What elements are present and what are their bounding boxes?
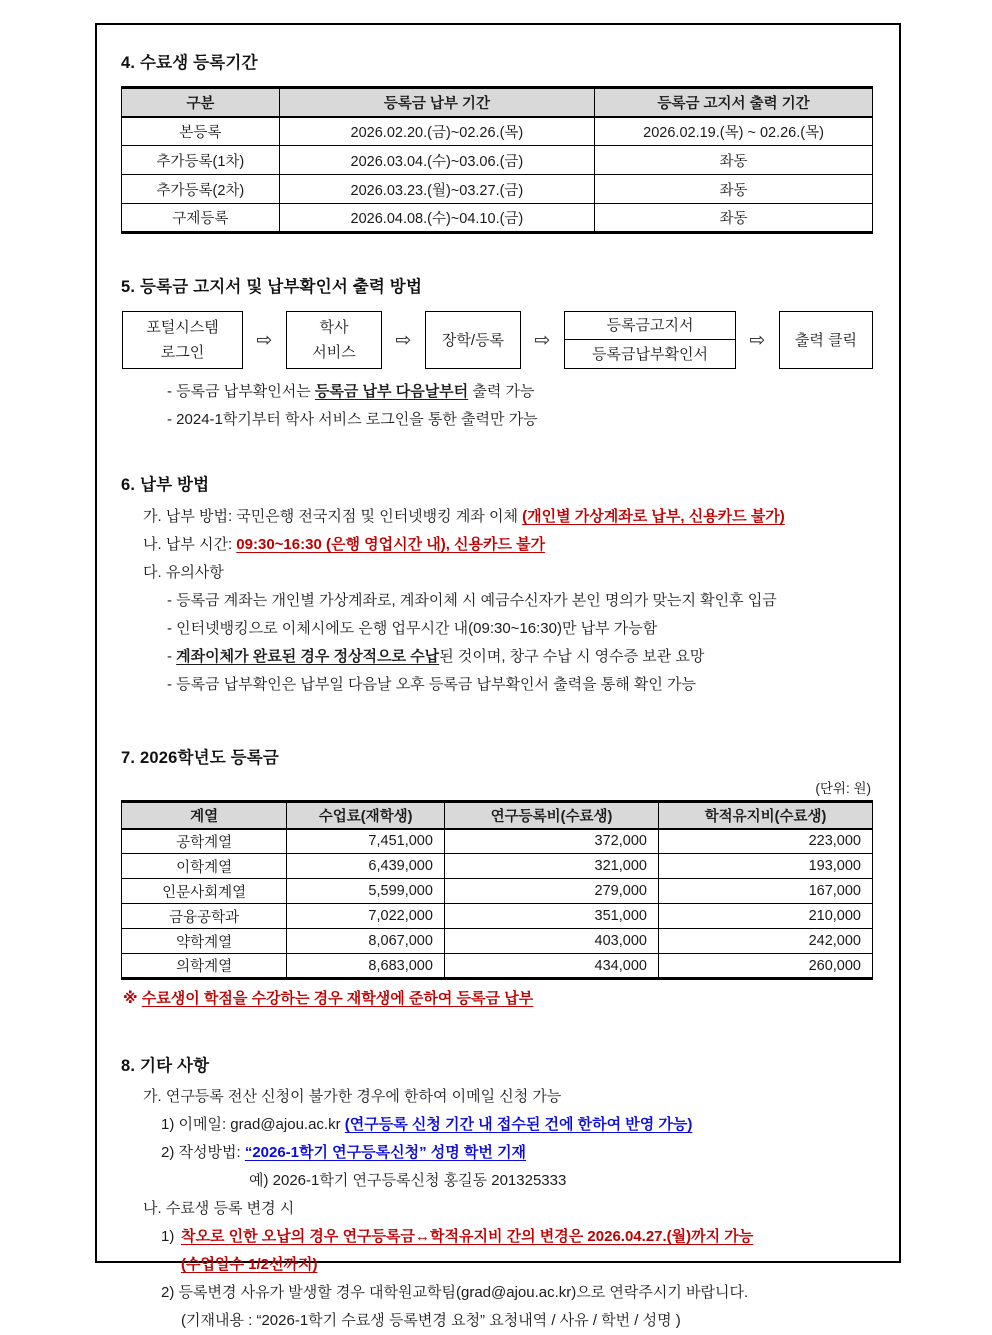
item-text: 가. 납부 방법: 국민은행 전국지점 및 인터넷뱅킹 계좌 이체 [143, 508, 523, 525]
flow-step-label: 등록금납부확인서 [592, 345, 708, 363]
flow-step-label: 포털시스템 [146, 319, 219, 336]
item-warning-red: (개인별 가상계좌로 납부, 신용카드 불가) [522, 508, 785, 525]
sub-item-text: 1) 이메일: grad@ajou.ac.kr [161, 1116, 345, 1133]
flow-step-label: 서비스 [312, 344, 356, 361]
caution-item: - 등록금 납부확인은 납부일 다음날 오후 등록금 납부확인서 출력을 통해 확인 가능 [167, 676, 697, 693]
right-arrow-icon: ⇨ [534, 329, 551, 351]
table-header-row [122, 88, 873, 117]
warning-red-line: (수업일수 1/2선까지) [181, 1256, 318, 1273]
item-warning-red: 09:30~16:30 (은행 영업시간 내), 신용카드 불가 [236, 536, 546, 553]
section-invoice-print-method [121, 273, 873, 434]
registration-period-table [121, 86, 873, 234]
caution-item [121, 643, 873, 671]
item-registration-change: 나. 수료생 등록 변경 시 [143, 1200, 295, 1217]
right-arrow-icon: ⇨ [749, 329, 766, 351]
cell-division: 금융공학과 [122, 904, 287, 929]
note-text: 출력 가능 [468, 383, 535, 400]
section-other-matters [121, 1052, 873, 1335]
table-row [122, 854, 873, 879]
cell-division: 이학계열 [122, 854, 287, 879]
cell-amount: 7,451,000 [287, 829, 445, 854]
item-payment-time [121, 531, 873, 559]
cell-amount: 8,683,000 [287, 954, 445, 979]
tuition-table-note [121, 986, 873, 1012]
flow-step-print-click [779, 311, 873, 369]
item-text: 나. 납부 시간: [143, 536, 237, 553]
document-page [95, 23, 901, 1329]
cell: 구제등록 [122, 204, 280, 233]
cell: 좌동 [595, 204, 873, 233]
tuition-fee-table [121, 800, 873, 980]
list-number: 1) [161, 1228, 175, 1245]
sub-item-contact-detail: (기재내용 : “2026-1학기 수료생 등록변경 요청” 요청내역 / 사유 / 학번 / 성명 ) [181, 1312, 681, 1329]
section-completion-registration-period [121, 49, 873, 234]
sub-item-email [121, 1111, 873, 1139]
payment-method-body [121, 503, 873, 699]
sub-item-emphasis-blue: (연구등록 신청 기간 내 접수된 건에 한하여 반영 가능) [344, 1116, 693, 1133]
cell: 본등록 [122, 117, 280, 146]
cell-amount: 279,000 [444, 879, 658, 904]
cell-division: 공학계열 [122, 829, 287, 854]
caution-emphasis: 계좌이체가 완료된 경우 정상적으로 수납 [176, 648, 440, 665]
cell: 좌동 [595, 146, 873, 175]
flow-step-invoice-or-confirmation [564, 311, 736, 369]
note-text: - 등록금 납부확인서는 [167, 383, 315, 400]
caution-text: - [167, 648, 177, 665]
sub-item-text: 2) 작성방법: [161, 1144, 245, 1161]
cell-amount: 5,599,000 [287, 879, 445, 904]
col-header-research-fee: 연구등록비(수료생) [444, 802, 658, 829]
col-header-category: 구분 [122, 88, 280, 117]
col-header-status-fee: 학적유지비(수료생) [658, 802, 872, 829]
cell-amount: 8,067,000 [287, 929, 445, 954]
section-payment-method [121, 471, 873, 699]
table-row [122, 829, 873, 854]
item-email-application: 가. 연구등록 전산 신청이 불가한 경우에 한하여 이메일 신청 가능 [143, 1088, 562, 1105]
flow-step-label: 출력 클릭 [794, 331, 858, 349]
cell-division: 의학계열 [122, 954, 287, 979]
table-row [122, 879, 873, 904]
cell-amount: 6,439,000 [287, 854, 445, 879]
table-header-row [122, 802, 873, 829]
reference-mark: ※ [123, 990, 142, 1007]
cell: 2026.02.19.(목) ~ 02.26.(목) [595, 117, 873, 146]
sub-item-contact: 2) 등록변경 사유가 발생할 경우 대학원교학팀(grad@ajou.ac.kr)으로 연락주시기 바랍니다. [161, 1284, 749, 1301]
caution-item: - 인터넷뱅킹으로 이체시에도 은행 업무시간 내(09:30~16:30)만 납부 가능함 [167, 620, 658, 637]
cell-division: 약학계열 [122, 929, 287, 954]
cell-amount: 167,000 [658, 879, 872, 904]
cell-amount: 223,000 [658, 829, 872, 854]
flow-step-academic-service [286, 311, 382, 369]
cell: 2026.04.08.(수)~04.10.(금) [279, 204, 594, 233]
table-row [122, 954, 873, 979]
cell-amount: 321,000 [444, 854, 658, 879]
caution-text: 된 것이며, 창구 수납 시 영수증 보관 요망 [439, 648, 705, 665]
section5-title: 5. 등록금 고지서 및 납부확인서 출력 방법 [121, 278, 423, 296]
cell-amount: 372,000 [444, 829, 658, 854]
col-header-division: 계열 [122, 802, 287, 829]
section6-title: 6. 납부 방법 [121, 476, 210, 494]
note-emphasis: 등록금 납부 다음날부터 [314, 383, 469, 400]
cell-amount: 351,000 [444, 904, 658, 929]
table-row [122, 929, 873, 954]
cell-amount: 242,000 [658, 929, 872, 954]
table-row [122, 904, 873, 929]
flow-step-portal-login [122, 311, 243, 369]
warning-red-block [181, 1223, 873, 1279]
cell-division: 인문사회계열 [122, 879, 287, 904]
sub-item-change-deadline [121, 1223, 873, 1279]
item-payment-method [121, 503, 873, 531]
table-row [122, 204, 873, 233]
flow-step-label: 학사 [319, 319, 349, 336]
flow-step-label: 로그인 [160, 344, 205, 361]
cell: 추가등록(2차) [122, 175, 280, 204]
cell-amount: 403,000 [444, 929, 658, 954]
table-row [122, 146, 873, 175]
table-row [122, 117, 873, 146]
right-arrow-icon: ⇨ [256, 329, 273, 351]
unit-label: (단위: 원) [815, 781, 871, 796]
item-cautions-label: 다. 유의사항 [143, 564, 224, 581]
section7-title: 7. 2026학년도 등록금 [121, 749, 280, 767]
note-line: - 2024-1학기부터 학사 서비스 로그인을 통한 출력만 가능 [167, 411, 538, 428]
note-warning-red: 수료생이 학점을 수강하는 경우 재학생에 준하여 등록금 납부 [141, 990, 534, 1007]
cell: 2026.03.23.(월)~03.27.(금) [279, 175, 594, 204]
cell: 좌동 [595, 175, 873, 204]
print-procedure-flow-diagram [122, 311, 873, 369]
cell-amount: 434,000 [444, 954, 658, 979]
sub-item-emphasis-blue: “2026-1학기 연구등록신청” 성명 학번 기재 [244, 1144, 527, 1161]
cell-amount: 7,022,000 [287, 904, 445, 929]
cell: 2026.03.04.(수)~03.06.(금) [279, 146, 594, 175]
table-row [122, 175, 873, 204]
caution-item: - 등록금 계좌는 개인별 가상계좌로, 계좌이체 시 예금수신자가 본인 명의가 맞는지 확인후 입금 [167, 592, 777, 609]
section-tuition-fees [121, 744, 873, 1012]
cell-amount: 260,000 [658, 954, 872, 979]
cell: 추가등록(1차) [122, 146, 280, 175]
other-matters-body [121, 1083, 873, 1335]
print-method-notes [121, 378, 873, 434]
section4-title: 4. 수료생 등록기간 [121, 54, 258, 72]
note-line [121, 378, 873, 406]
cell: 2026.02.20.(금)~02.26.(목) [279, 117, 594, 146]
warning-red-line: 착오로 인한 오납의 경우 연구등록금↔학적유지비 간의 변경은 2026.04.27.(월)까지 가능 [181, 1228, 754, 1245]
sub-item-format [121, 1139, 873, 1167]
col-header-payment-period: 등록금 납부 기간 [279, 88, 594, 117]
cell-amount: 193,000 [658, 854, 872, 879]
sub-item-example: 예) 2026-1학기 연구등록신청 홍길동 201325333 [249, 1172, 567, 1189]
flow-step-label: 등록금고지서 [565, 312, 735, 340]
right-arrow-icon: ⇨ [395, 329, 412, 351]
flow-step-label: 장학/등록 [441, 331, 505, 349]
flow-step-scholarship-registration [425, 311, 521, 369]
section8-title: 8. 기타 사항 [121, 1057, 210, 1075]
cell-amount: 210,000 [658, 904, 872, 929]
col-header-invoice-print-period: 등록금 고지서 출력 기간 [595, 88, 873, 117]
col-header-tuition-enrolled: 수업료(재학생) [287, 802, 445, 829]
